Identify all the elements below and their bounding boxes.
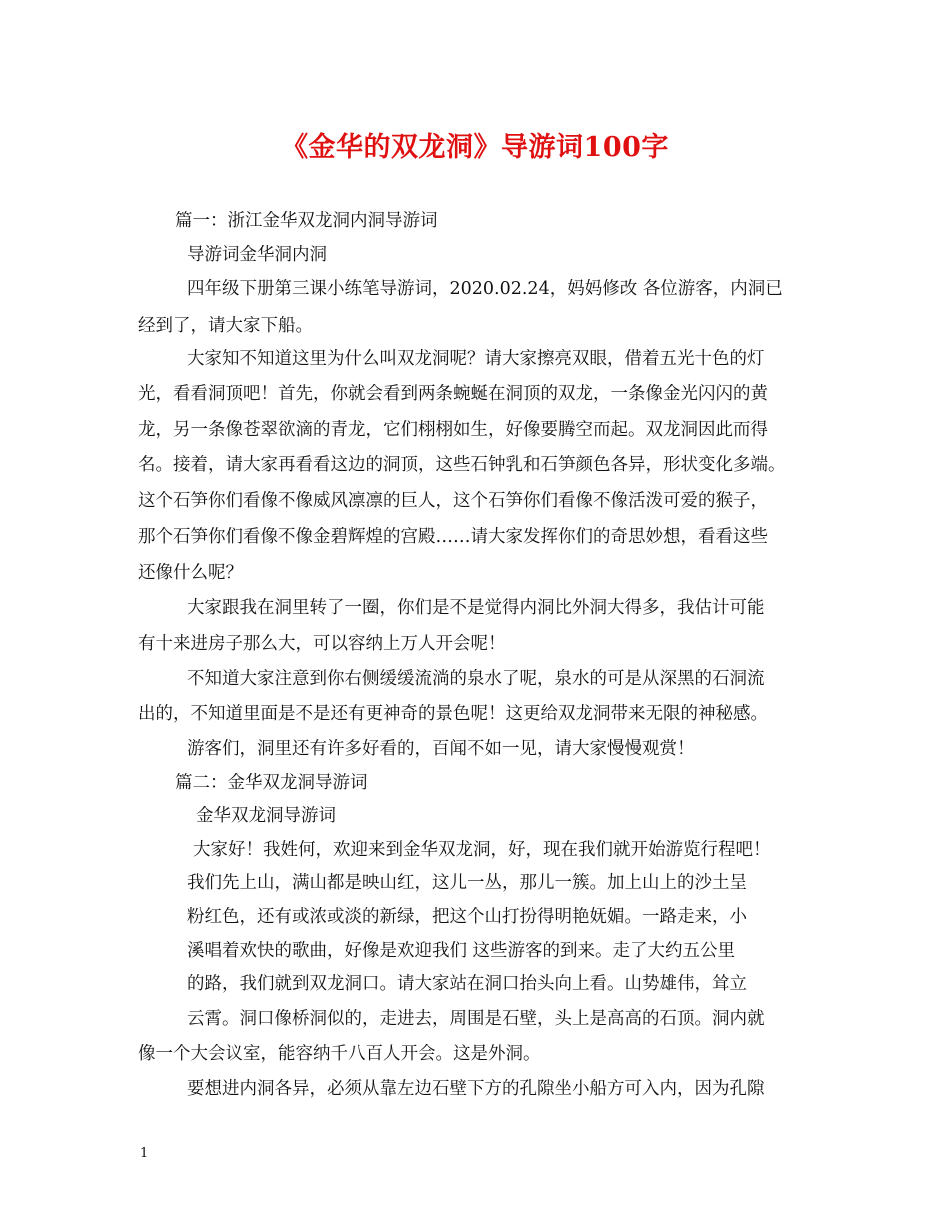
paragraph-line: 光，看看洞顶吧！首先，你就会看到两条蜿蜒在洞顶的双龙，一条像金光闪闪的黄	[138, 384, 768, 404]
paragraph-line: 像一个大会议室，能容纳千八百人开会。这是外洞。	[138, 1044, 541, 1064]
paragraph-line: 大家跟我在洞里转了一圈，你们是不是觉得内洞比外洞大得多，我估计可能	[187, 598, 765, 618]
paragraph-line: 大家知不知道这里为什么叫双龙洞呢？请大家擦亮双眼，借着五光十色的灯	[187, 349, 765, 369]
page-number: 1	[140, 1146, 149, 1161]
section-heading-1: 篇一：浙江金华双龙洞内洞导游词	[175, 211, 438, 231]
paragraph-line: 粉红色，还有或浓或淡的新绿，把这个山打扮得明艳妩媚。一路走来，小	[187, 907, 747, 927]
paragraph-line: 还像什么呢？	[138, 563, 243, 583]
paragraph-line: 经到了，请大家下船。	[138, 316, 313, 336]
subheading-2: 金华双龙洞导游词	[196, 806, 336, 826]
paragraph-line: 那个石笋你们看像不像金碧辉煌的宫殿……请大家发挥你们的奇思妙想，看看这些	[138, 527, 768, 547]
paragraph-line: 不知道大家注意到你右侧缓缓流淌的泉水了呢，泉水的可是从深黑的石洞流	[187, 669, 765, 689]
paragraph-line: 云霄。洞口像桥洞似的，走进去，周围是石壁，头上是高高的石顶。洞内就	[187, 1009, 765, 1029]
paragraph-line: 四年级下册第三课小练笔导游词，2020.02.24，妈妈修改 各位游客，内洞已	[187, 279, 783, 299]
paragraph-line: 大家好！我姓何，欢迎来到金华双龙洞，好，现在我们就开始游览行程吧！	[193, 840, 771, 860]
document-title: 《金华的双龙洞》导游词100字	[281, 132, 669, 163]
paragraph-line: 要想进内洞各异，必须从靠左边石壁下方的孔隙坐小船方可入内，因为孔隙	[187, 1079, 765, 1099]
subheading-1: 导游词金华洞内洞	[187, 245, 327, 265]
paragraph-line: 名。接着，请大家再看看这边的洞顶，这些石钟乳和石笋颜色各异，形状变化多端。	[138, 455, 786, 475]
paragraph-line: 溪唱着欢快的歌曲，好像是欢迎我们 这些游客的到来。走了大约五公里	[187, 941, 736, 961]
paragraph-line: 有十来进房子那么大，可以容纳上万人开会呢！	[138, 634, 506, 654]
section-heading-2: 篇二：金华双龙洞导游词	[175, 773, 368, 793]
paragraph-line: 这个石笋你们看像不像威风凛凛的巨人，这个石笋你们看像不像活泼可爱的猴子，	[138, 491, 768, 511]
paragraph-line: 的路，我们就到双龙洞口。请大家站在洞口抬头向上看。山势雄伟，耸立	[187, 974, 747, 994]
paragraph-line: 出的，不知道里面是不是还有更神奇的景色呢！这更给双龙洞带来无限的神秘感。	[138, 704, 768, 724]
paragraph-line: 我们先上山，满山都是映山红，这儿一丛，那儿一簇。加上山上的沙土呈	[187, 873, 747, 893]
paragraph-line: 游客们，洞里还有许多好看的，百闻不如一见，请大家慢慢观赏！	[187, 739, 695, 759]
paragraph-line: 龙，另一条像苍翠欲滴的青龙，它们栩栩如生，好像要腾空而起。双龙洞因此而得	[138, 420, 768, 440]
